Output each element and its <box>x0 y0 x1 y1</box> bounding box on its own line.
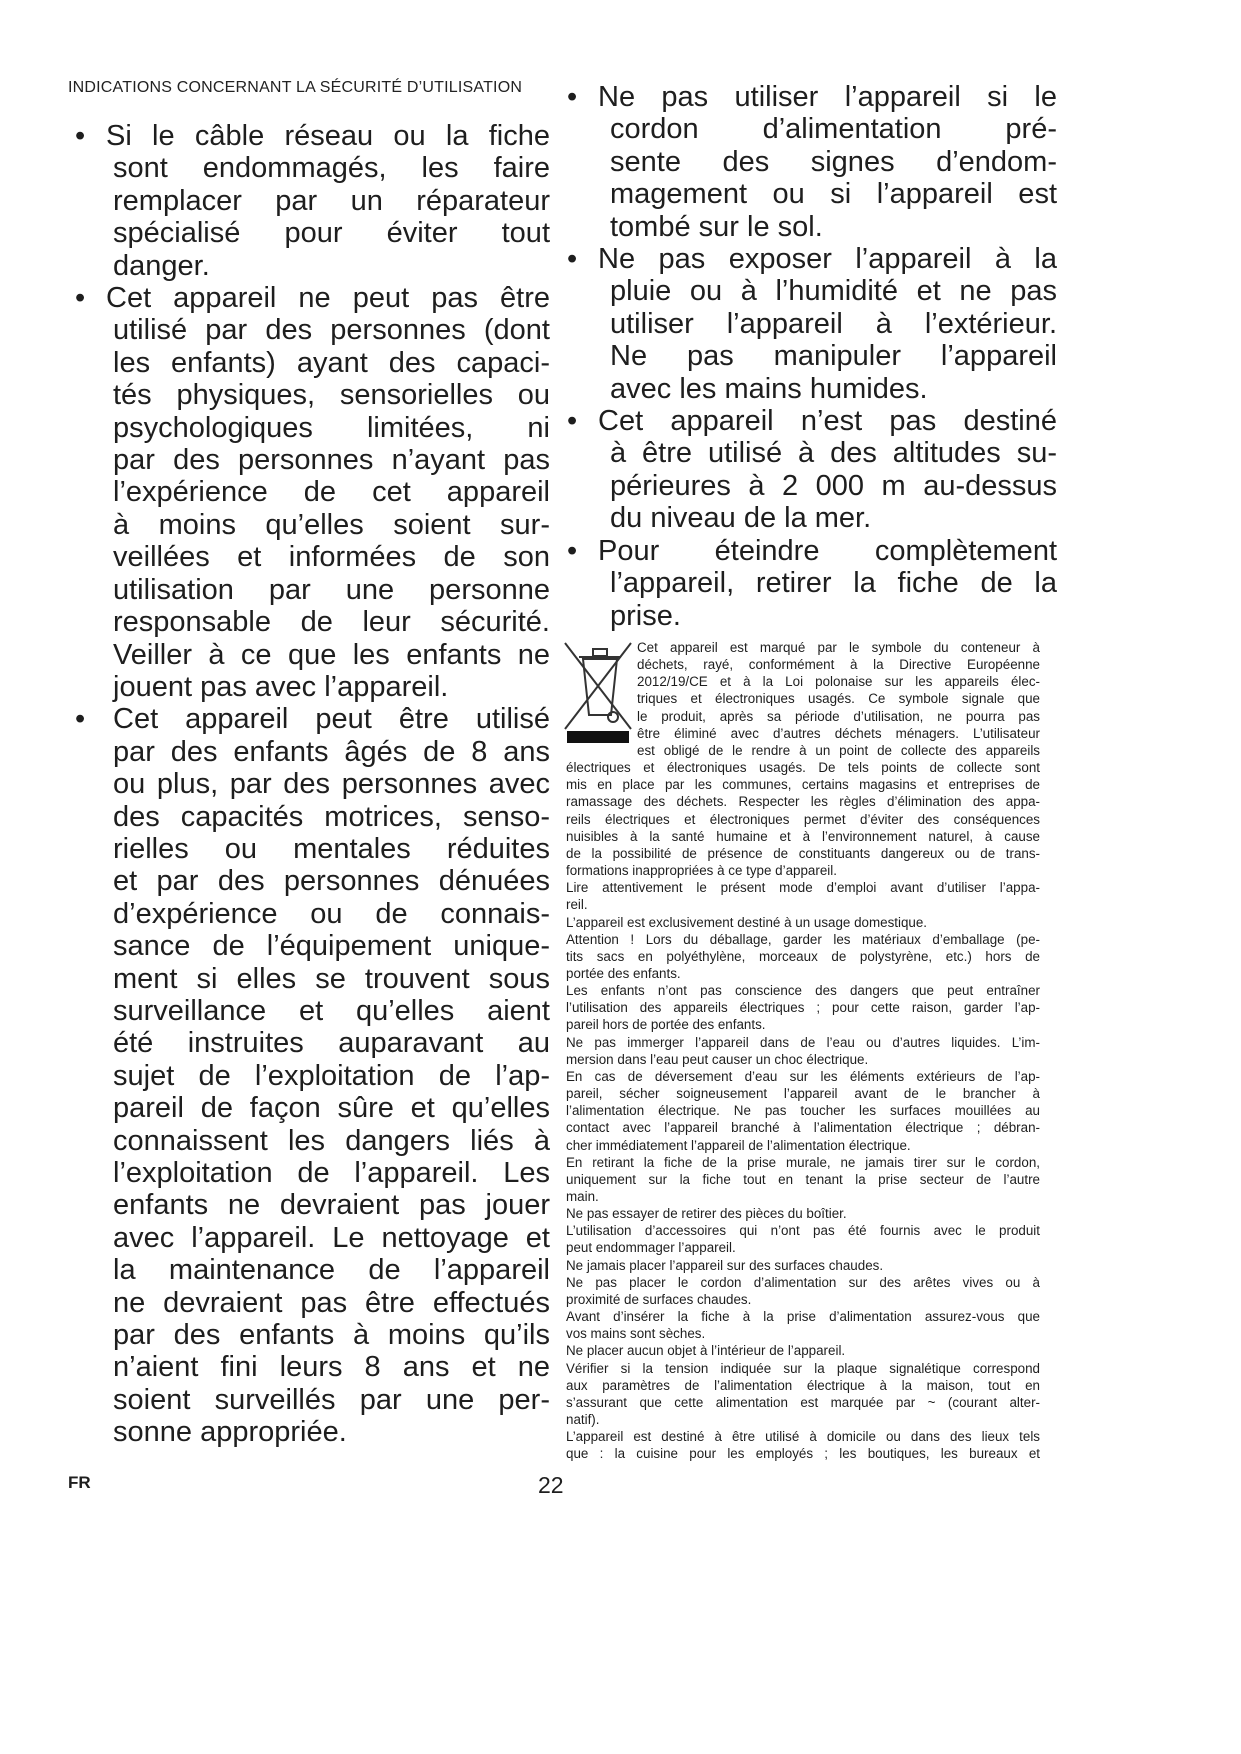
text-line: Cet appareil peut être utilisé <box>113 703 550 736</box>
text-line: Ne pas placer le cordon d’alimentation sur des arêtes vives ou à <box>566 1274 1040 1290</box>
text-line: danger. <box>113 249 210 282</box>
text-line: à moins qu’elles soient sur- <box>113 508 550 541</box>
text-line: Les enfants n’ont pas conscience des dangers que peut entraîner <box>566 983 1040 999</box>
text-line: peut endommager l’appareil. <box>566 1240 736 1256</box>
text-line: spécialisé pour éviter tout <box>113 217 550 250</box>
text-line: prise. <box>610 599 681 632</box>
bullet-item <box>567 81 1057 243</box>
text-line: portée des enfants. <box>566 965 681 981</box>
text-line: rielles ou mentales réduites <box>113 832 550 865</box>
text-line: Ne pas manipuler l’appareil <box>610 340 1057 373</box>
text-line: formations inappropriées à ce type d’appareil. <box>566 863 837 879</box>
paragraph <box>566 639 1040 879</box>
text-line: natif). <box>566 1412 600 1428</box>
paragraph <box>566 1034 1040 1068</box>
text-line: n’aient fini leurs 8 ans et ne <box>113 1351 550 1384</box>
text-line: du niveau de la mer. <box>610 502 872 535</box>
paragraph <box>566 982 1040 1033</box>
text-line: ment si elles se trouvent sous <box>113 962 550 995</box>
text-line: reil. <box>566 897 588 913</box>
text-line: cordon d’alimentation pré- <box>610 113 1057 146</box>
text-line: l’appareil, retirer la fiche de la <box>610 567 1057 600</box>
text-line: L’appareil est destiné à être utilisé à domicile ou dans des lieux tels <box>566 1429 1040 1445</box>
text-line: Ne jamais placer l’appareil sur des surfaces chaudes. <box>566 1257 884 1273</box>
left-column <box>75 120 550 1449</box>
text-line: le produit, après sa période d’utilisation, ne pourra pas <box>637 708 1040 724</box>
paragraph <box>566 1342 1040 1359</box>
text-line: ou plus, par des personnes avec <box>113 768 550 801</box>
language-label: FR <box>68 1473 91 1492</box>
text-line: Ne pas exposer l’appareil à la <box>598 243 1057 276</box>
paragraph <box>566 914 1040 931</box>
text-line: à être utilisé à des altitudes su- <box>610 437 1057 470</box>
text-line: connaissent les dangers liés à <box>113 1124 550 1157</box>
text-line: proximité de surfaces chaudes. <box>566 1291 752 1307</box>
text-line: Attention ! Lors du déballage, garder les matériaux d’emballage (pe- <box>566 931 1040 947</box>
bullet-icon: • <box>75 120 86 152</box>
text-line: aux paramètres de l’alimentation électrique à la maison, tout en <box>566 1377 1040 1393</box>
paragraph <box>566 931 1040 982</box>
text-line: remplacer par un réparateur <box>113 184 550 217</box>
text-line: Pour éteindre complètement <box>598 534 1057 567</box>
text-line: ramassage des déchets. Respecter les règles d’élimination des appa- <box>566 794 1040 810</box>
text-line: reils électriques et électroniques permet d’éviter des conséquences <box>566 811 1040 827</box>
text-line: pareil, sécher soigneusement l’appareil avant de le brancher à <box>566 1086 1040 1102</box>
text-line: Ne pas utiliser l’appareil si le <box>598 81 1057 113</box>
text-line: et par des personnes dénuées <box>113 865 550 898</box>
text-line: psychologiques limitées, ni <box>113 411 550 444</box>
text-line: sujet de l’exploitation de l’ap- <box>113 1059 550 1092</box>
text-line: Cet appareil est marqué par le symbole du conteneur à <box>637 640 1040 655</box>
text-line: surveillance et qu’elles aient <box>113 994 550 1027</box>
text-line: nuisibles à la santé humaine et à l’environnement naturel, à cause <box>566 828 1040 844</box>
text-line: utilisé par des personnes (dont <box>113 314 550 347</box>
text-line: contact avec l’appareil branché à l’alimentation électrique ; débran- <box>566 1120 1040 1136</box>
text-line: vos mains sont sèches. <box>566 1326 706 1342</box>
text-line: L’appareil est exclusivement destiné à un usage domestique. <box>566 914 928 930</box>
text-line: enfants ne devraient pas jouer <box>113 1189 550 1222</box>
text-line: Cet appareil ne peut pas être <box>106 282 550 315</box>
bullet-item <box>567 535 1057 632</box>
bullet-item <box>75 703 550 1448</box>
text-line: En retirant la fiche de la prise murale, ne jamais tirer sur le cordon, <box>566 1154 1040 1170</box>
text-line: l’alimentation électrique. Ne pas toucher les surfaces mouillées au <box>566 1103 1040 1119</box>
text-line: mis en place par les communes, certains magasins et entreprises de <box>566 777 1040 793</box>
text-line: des capacités motrices, senso- <box>113 800 550 833</box>
text-line: soient surveillés par une per- <box>113 1383 550 1416</box>
text-line: sance de l’équipement unique- <box>113 930 550 963</box>
right-column <box>567 81 1057 632</box>
bullet-icon: • <box>567 405 578 438</box>
text-line: triques et électroniques usagés. Ce symbole signale que <box>637 691 1040 707</box>
paragraph <box>566 1222 1040 1256</box>
text-line: Ne placer aucun objet à l’intérieur de l’appareil. <box>566 1343 846 1359</box>
text-line: sente des signes d’endom- <box>610 145 1057 178</box>
text-line: l’exploitation de l’appareil. Les <box>113 1157 550 1189</box>
text-line: jouent pas avec l’appareil. <box>113 670 449 703</box>
text-line: déchets, rayé, conformément à la Directive Européenne <box>637 657 1040 673</box>
text-line: cher immédiatement l’appareil de l’alimentation électrique. <box>566 1137 911 1153</box>
text-line: avec les mains humides. <box>610 372 928 405</box>
paragraph <box>566 1428 1040 1462</box>
text-line: par des enfants à moins qu’ils <box>113 1319 550 1352</box>
text-line: main. <box>566 1189 599 1204</box>
text-line: mersion dans l’eau peut causer un choc électrique. <box>566 1051 869 1067</box>
text-line: est obligé de le rendre à un point de collecte des appareils <box>637 742 1040 758</box>
disposal-and-safety-notes <box>566 639 1040 1463</box>
text-line: être éliminé avec d’autres déchets ménagers. L’utilisateur <box>637 725 1040 741</box>
text-line: les enfants) ayant des capaci- <box>113 346 550 379</box>
text-line: En cas de déversement d’eau sur les éléments extérieurs de l’ap- <box>566 1068 1040 1084</box>
text-line: Lire attentivement le présent mode d’emploi avant d’utiliser l’appa- <box>566 880 1040 896</box>
text-line: utiliser l’appareil à l’extérieur. <box>610 307 1057 340</box>
paragraph <box>566 1154 1040 1205</box>
paragraph <box>566 1205 1040 1222</box>
text-line: que : la cuisine pour les employés ; les boutiques, les bureaux et <box>566 1446 1040 1462</box>
bullet-icon: • <box>75 703 86 736</box>
text-line: par des enfants âgés de 8 ans <box>113 735 550 768</box>
text-line: l’expérience de cet appareil <box>113 476 550 509</box>
paragraph <box>566 1308 1040 1342</box>
text-line: Ne pas essayer de retirer des pièces du boîtier. <box>566 1206 847 1222</box>
paragraph <box>566 1257 1040 1274</box>
text-line: tits sacs en polyéthylène, morceaux de polystyrène, etc.) hors de <box>566 948 1040 964</box>
text-line: avec l’appareil. Le nettoyage et <box>113 1221 550 1254</box>
bullet-icon: • <box>567 534 578 567</box>
text-line: l’utilisation des appareils électriques ; pour cette raison, garder l’ap- <box>566 1000 1040 1016</box>
bullet-item <box>75 120 550 282</box>
text-line: la maintenance de l’appareil <box>113 1254 550 1287</box>
text-line: pluie ou à l’humidité et ne pas <box>610 275 1057 308</box>
bullet-item <box>567 405 1057 535</box>
text-line: tés physiques, sensorielles ou <box>113 379 550 412</box>
bullet-icon: • <box>567 243 578 276</box>
text-line: magement ou si l’appareil est <box>610 178 1057 211</box>
text-line: tombé sur le sol. <box>610 210 823 243</box>
text-line: Cet appareil n’est pas destiné <box>598 405 1057 438</box>
text-line: utilisation par une personne <box>113 573 550 606</box>
text-line: électriques et électroniques usagés. De tels points de collecte sont <box>566 760 1040 776</box>
paragraph <box>566 1360 1040 1429</box>
bullet-icon: • <box>567 81 578 113</box>
bullet-item <box>75 282 550 703</box>
text-line: L’utilisation d’accessoires qui n’ont pas été fournis avec le produit <box>566 1223 1040 1239</box>
text-line: Ne pas immerger l’appareil dans de l’eau ou d’autres liquides. L’im- <box>566 1034 1040 1050</box>
bullet-item <box>567 243 1057 405</box>
text-line: Avant d’insérer la fiche à la prise d’alimentation assurez-vous que <box>566 1309 1040 1325</box>
text-line: ne devraient pas être effectués <box>113 1286 550 1319</box>
text-line: Vérifier si la tension indiquée sur la plaque signalétique correspond <box>566 1360 1040 1376</box>
section-header: INDICATIONS CONCERNANT LA SÉCURITÉ D’UTILISATION <box>68 79 523 96</box>
text-line: sont endommagés, les faire <box>113 152 550 185</box>
text-line: pareil de façon sûre et qu’elles <box>113 1092 550 1125</box>
text-line: été instruites auparavant au <box>113 1027 550 1060</box>
text-line: s’assurant que cette alimentation est marquée par ~ (courant alter- <box>566 1394 1040 1410</box>
text-line: par des personnes n’ayant pas <box>113 444 550 477</box>
paragraph <box>566 1274 1040 1308</box>
bullet-icon: • <box>75 282 86 315</box>
text-line: Veiller à ce que les enfants ne <box>113 638 550 671</box>
text-line: de la possibilité de présence de constituants dangereux ou de trans- <box>566 845 1040 861</box>
text-line: d’expérience ou de connais- <box>113 897 550 930</box>
text-line: veillées et informées de son <box>113 541 550 574</box>
text-line: Si le câble réseau ou la fiche <box>106 120 550 152</box>
text-line: responsable de leur sécurité. <box>113 606 550 639</box>
page-number: 22 <box>538 1472 564 1498</box>
text-line: 2012/19/CE et à la Loi polonaise sur les appareils élec- <box>637 674 1040 690</box>
text-line: sonne appropriée. <box>113 1416 347 1449</box>
paragraph <box>566 1068 1040 1154</box>
text-line: périeures à 2 000 m au-dessus <box>610 469 1057 502</box>
paragraph <box>566 879 1040 913</box>
text-line: pareil hors de portée des enfants. <box>566 1017 766 1033</box>
text-line: uniquement sur la fiche tout en tenant la prise secteur de l’autre <box>566 1171 1040 1187</box>
